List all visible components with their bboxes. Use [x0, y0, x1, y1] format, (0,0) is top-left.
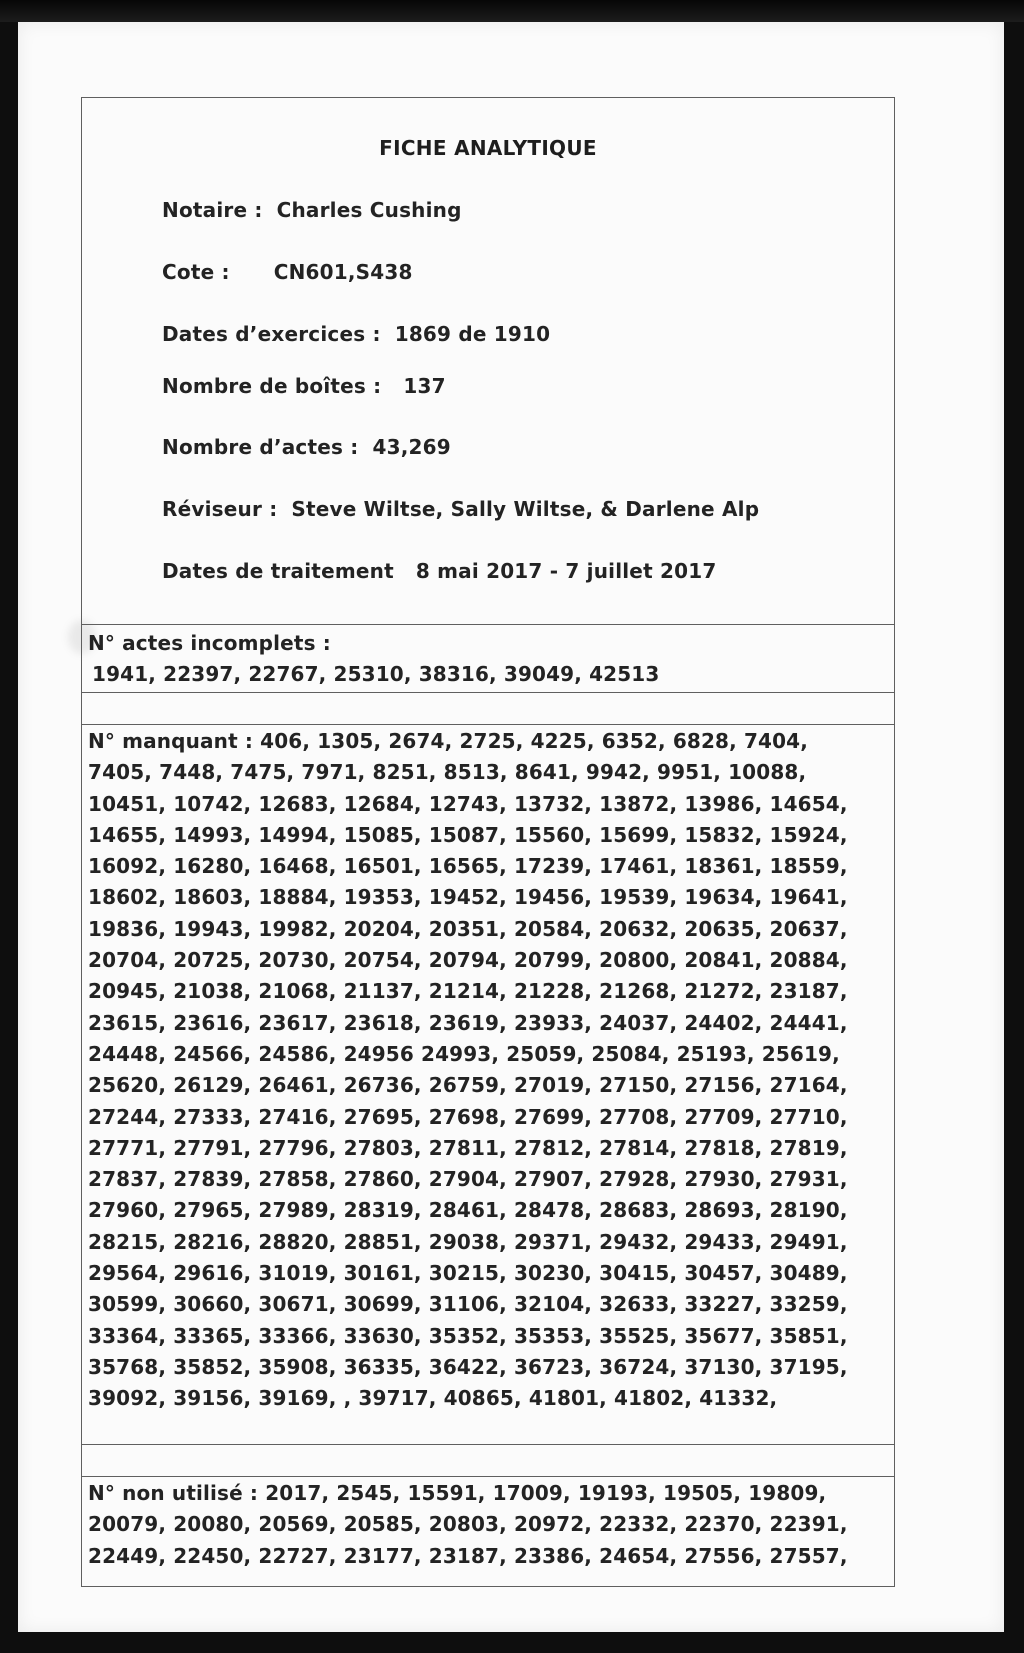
- page-title: FICHE ANALYTIQUE: [379, 136, 597, 160]
- field-dates-traitement-label: Dates de traitement: [162, 559, 394, 583]
- field-nombre-actes-label: Nombre d’actes :: [162, 435, 359, 459]
- field-notaire-value: Charles Cushing: [276, 198, 462, 222]
- divider: [82, 724, 894, 725]
- field-dates-exercices: [162, 322, 550, 346]
- field-cote-label: Cote :: [162, 260, 230, 284]
- field-dates-exercices-value: 1869 de 1910: [394, 322, 551, 346]
- field-reviseur: [162, 497, 759, 521]
- field-dates-exercices-label: Dates d’exercices :: [162, 322, 381, 346]
- binder-edge: [0, 0, 1024, 22]
- field-notaire: [162, 198, 462, 222]
- field-nombre-actes-value: 43,269: [372, 435, 451, 459]
- document-page: [18, 22, 1004, 1632]
- field-reviseur-label: Réviseur :: [162, 497, 278, 521]
- divider: [82, 692, 894, 693]
- field-nombre-boites-value: 137: [403, 374, 446, 398]
- field-cote-value: CN601,S438: [273, 260, 413, 284]
- field-nombre-boites: [162, 374, 446, 398]
- field-dates-traitement-value: 8 mai 2017 - 7 juillet 2017: [415, 559, 717, 583]
- field-nombre-boites-label: Nombre de boîtes :: [162, 374, 382, 398]
- divider: [82, 1476, 894, 1477]
- divider: [82, 1444, 894, 1445]
- non-utilise-list: N° non utilisé : 2017, 2545, 15591, 17009, 19193, 19505, 19809, 20079, 20080, 20569, 20585, 20803, 20972, 22332, 22370, 22391, 22449, 22450, 22727, 23177, 23187, 23386, 24654, 27556, 27557,: [88, 1481, 848, 1568]
- manquant-list: N° manquant : 406, 1305, 2674, 2725, 4225, 6352, 6828, 7404, 7405, 7448, 7475, 7971, 8251, 8513, 8641, 9942, 9951, 10088, 10451, 10742, 12683, 12684, 12743, 13732, 13872, 13986, 14654, 14655, 14993, 14994, 15085, 15087, 15560, 15699, 15832, 15924, 16092, 16280, 16468, 16501, 16565, 17239, 17461, 18361, 18559, 18602, 18603, 18884, 19353, 19452, 19456, 19539, 19634, 19641, 19836, 19943, 19982, 20204, 20351, 20584, 20632, 20635, 20637, 20704, 20725, 20730, 20754, 20794, 20799, 20800, 20841, 20884, 20945, 21038, 21068, 21137, 21214, 21228, 21268, 21272, 23187, 23615, 23616, 23617, 23618, 23619, 23933, 24037, 24402, 24441, 24448, 24566, 24586, 24956 24993, 25059, 25084, 25193, 25619, 25620, 26129, 26461, 26736, 26759, 27019, 27150, 27156, 27164, 27244, 27333, 27416, 27695, 27698, 27699, 27708, 27709, 27710, 27771, 27791, 27796, 27803, 27811, 27812, 27814, 27818, 27819, 27837, 27839, 27858, 27860, 27904, 27907, 27928, 27930, 27931, 27960, 27965, 27989, 28319, 28461, 28478, 28683, 28693, 28190, 28215, 28216, 28820, 28851, 29038, 29371, 29432, 29433, 29491, 29564, 29616, 31019, 30161, 30215, 30230, 30415, 30457, 30489, 30599, 30660, 30671, 30699, 31106, 32104, 32633, 33227, 33259, 33364, 33365, 33366, 33630, 35352, 35353, 35525, 35677, 35851, 35768, 35852, 35908, 36335, 36422, 36723, 36724, 37130, 37195, 39092, 39156, 39169, , 39717, 40865, 41801, 41802, 41332,: [88, 729, 848, 1411]
- field-cote: [162, 260, 413, 284]
- header-section: [82, 98, 894, 625]
- field-reviseur-value: Steve Wiltse, Sally Wiltse, & Darlene Alp: [291, 497, 760, 521]
- field-nombre-actes: [162, 435, 451, 459]
- field-dates-traitement: [162, 559, 716, 583]
- incomplets-label: N° actes incomplets :: [88, 631, 331, 655]
- field-notaire-label: Notaire :: [162, 198, 263, 222]
- form-frame: [81, 97, 895, 1587]
- incomplets-values: 1941, 22397, 22767, 25310, 38316, 39049, 42513: [92, 662, 660, 686]
